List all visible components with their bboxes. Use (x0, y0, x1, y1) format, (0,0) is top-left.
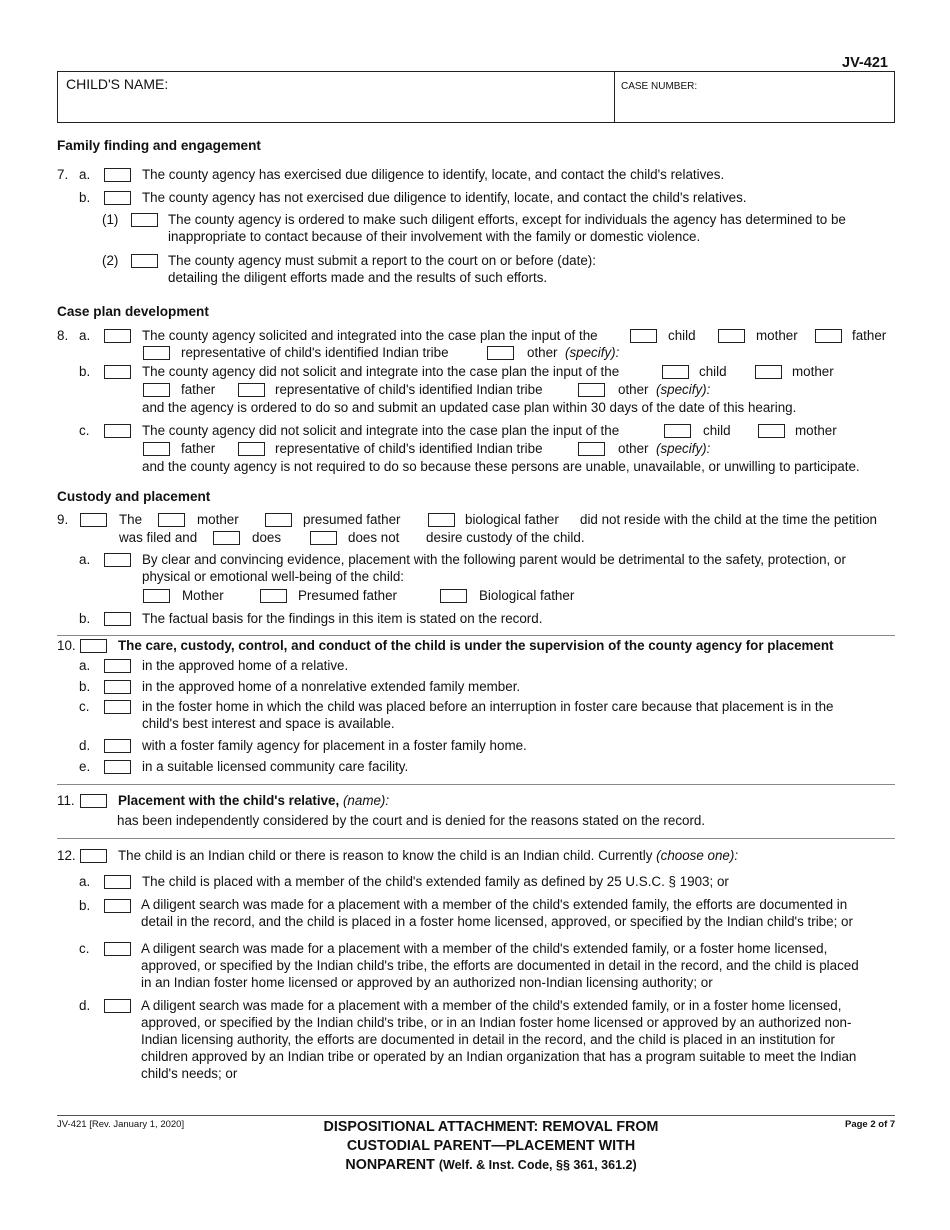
item-9-mother-checkbox[interactable] (158, 513, 185, 527)
item-12-checkbox[interactable] (80, 849, 107, 863)
item-9b-text: The factual basis for the findings in this item is stated on the record. (142, 611, 543, 626)
item-9-presumed-label: presumed father (303, 512, 401, 527)
item-9-tail1: did not reside with the child at the time the petition (580, 512, 878, 527)
family-finding-heading: Family finding and engagement (57, 138, 261, 153)
item-8c-tail: and the county agency is not required to do so because these persons are unable, unavailable, or unwilling to participate. (142, 459, 860, 474)
caption-divider (614, 71, 615, 123)
item-12d-line4: children approved by an Indian tribe or operated by an Indian organization that has a program suitable to meet the Indian (141, 1049, 857, 1064)
item-10c-line1: in the foster home in which the child was placed before an interruption in foster care because that placement is in the (142, 699, 834, 714)
item-10-number: 10. (57, 638, 76, 653)
item-10c-checkbox[interactable] (104, 700, 131, 714)
item-12c-line1: A diligent search was made for a placement with a member of the child's extended family, or a foster home licensed, (141, 941, 828, 956)
item-7b1-label: (1) (102, 212, 119, 227)
item-7-number: 7. (57, 167, 69, 182)
item-8b-other-checkbox[interactable] (578, 383, 605, 397)
item-12a-text: The child is placed with a member of the child's extended family as defined by 25 U.S.C. § 1903; or (142, 874, 729, 889)
item-12d-line3: Indian licensing authority, the efforts are documented in detail in the record, and the child is placed in an institution for (141, 1032, 836, 1047)
item-10e-label: e. (79, 759, 91, 774)
item-7b-label: b. (79, 190, 91, 205)
item-8c-rep-label: representative of child's identified Indian tribe (275, 441, 543, 456)
item-10a-checkbox[interactable] (104, 659, 131, 673)
item-11-number: 11. (57, 793, 75, 808)
item-8c-mother-checkbox[interactable] (758, 424, 785, 438)
item-7b1-line2: inappropriate to contact because of their involvement with the family or domestic violence. (168, 229, 701, 244)
item-10d-text: with a foster family agency for placement in a foster family home. (142, 738, 527, 753)
item-8c-child-checkbox[interactable] (664, 424, 691, 438)
item-7a-text: The county agency has exercised due diligence to identify, locate, and contact the child's relatives. (142, 167, 725, 182)
item-9-checkbox[interactable] (80, 513, 107, 527)
footer-title-line3a: NONPARENT (345, 1157, 435, 1173)
item-8a-father-label: father (852, 328, 887, 343)
case-number-label: CASE NUMBER: (621, 81, 698, 92)
item-12d-line1: A diligent search was made for a placement with a member of the child's extended family, or in a foster home licensed, (141, 998, 842, 1013)
item-9a-presumed-checkbox[interactable] (260, 589, 287, 603)
item-7b1-line1: The county agency is ordered to make such diligent efforts, except for individuals the agency has determined to be (168, 212, 846, 227)
item-8c-checkbox[interactable] (104, 424, 131, 438)
item-9-was-filed: was filed and (119, 530, 198, 545)
item-12-number: 12. (57, 848, 76, 863)
item-8c-mother-label: mother (795, 423, 837, 438)
item-7b-checkbox[interactable] (104, 191, 131, 205)
item-8a-child-label: child (668, 328, 696, 343)
item-8a-checkbox[interactable] (104, 329, 131, 343)
item-8b-other-label: other (618, 382, 649, 397)
item-8c-other-checkbox[interactable] (578, 442, 605, 456)
footer-title-line1: DISPOSITIONAL ATTACHMENT: REMOVAL FROM (323, 1119, 659, 1135)
item-12a-label: a. (79, 874, 91, 889)
item-8b-child-checkbox[interactable] (662, 365, 689, 379)
item-7b1-checkbox[interactable] (131, 213, 158, 227)
item-9b-label: b. (79, 611, 91, 626)
item-9-presumed-checkbox[interactable] (265, 513, 292, 527)
item-9a-label: a. (79, 552, 91, 567)
item-8a-text: The county agency solicited and integrated into the case plan the input of the (142, 328, 598, 343)
item-8b-father-label: father (181, 382, 216, 397)
item-8a-father-checkbox[interactable] (815, 329, 842, 343)
item-12-choose: (choose one): (656, 848, 739, 863)
item-9a-line1: By clear and convincing evidence, placement with the following parent would be detrimental to the safety, protection, or (142, 552, 846, 567)
item-12d-line2: approved, or specified by the Indian child's tribe, or in an Indian foster home licensed or approved by an authorized non- (141, 1015, 852, 1030)
item-9b-checkbox[interactable] (104, 612, 131, 626)
item-12c-checkbox[interactable] (104, 942, 131, 956)
item-9-mother-label: mother (197, 512, 239, 527)
item-8b-label: b. (79, 364, 91, 379)
item-12d-checkbox[interactable] (104, 999, 131, 1013)
case-plan-heading: Case plan development (57, 304, 209, 319)
item-11-text: has been independently considered by the court and is denied for the reasons stated on the record. (117, 813, 706, 828)
footer-rule (57, 1115, 895, 1116)
footer-title (275, 1118, 707, 1175)
item-10e-text: in a suitable licensed community care facility. (142, 759, 409, 774)
item-8c-rep-checkbox[interactable] (238, 442, 265, 456)
item-10d-label: d. (79, 738, 91, 753)
item-8b-rep-checkbox[interactable] (238, 383, 265, 397)
item-9-biological-label: biological father (465, 512, 559, 527)
item-8a-other-checkbox[interactable] (487, 346, 514, 360)
item-8a-rep-label: representative of child's identified Indian tribe (181, 345, 449, 360)
item-7a-checkbox[interactable] (104, 168, 131, 182)
item-9a-checkbox[interactable] (104, 553, 131, 567)
item-12a-checkbox[interactable] (104, 875, 131, 889)
item-12b-label: b. (79, 898, 91, 913)
item-8c-text: The county agency did not solicit and integrate into the case plan the input of the (142, 423, 620, 438)
item-12c-line3: in an Indian foster home licensed or approved by an authorized non-Indian licensing authority; or (141, 975, 713, 990)
item-8c-father-checkbox[interactable] (143, 442, 170, 456)
item-9a-mother-checkbox[interactable] (143, 589, 170, 603)
item-8b-mother-checkbox[interactable] (755, 365, 782, 379)
item-8b-mother-label: mother (792, 364, 834, 379)
item-12d-line5: child's needs; or (141, 1066, 238, 1081)
item-8b-checkbox[interactable] (104, 365, 131, 379)
item-12c-line2: approved, or specified by the Indian child's tribe, the efforts are documented in detail in the record, and the child is placed (141, 958, 859, 973)
divider-12 (57, 838, 895, 839)
childs-name-label: CHILD'S NAME: (66, 76, 169, 92)
item-10-heading: The care, custody, control, and conduct of the child is under the supervision of the county agency for placement (118, 638, 834, 653)
item-10e-checkbox[interactable] (104, 760, 131, 774)
item-10d-checkbox[interactable] (104, 739, 131, 753)
item-12b-line2: detail in the record, and the child is placed in a foster home licensed, approved, or specified by the Indian child's tribe; or (141, 914, 853, 929)
item-8b-child-label: child (699, 364, 727, 379)
item-10b-label: b. (79, 679, 91, 694)
item-11-checkbox[interactable] (80, 794, 107, 808)
item-9-the: The (119, 512, 143, 527)
item-7b2-label: (2) (102, 253, 119, 268)
item-8b-tail: and the agency is ordered to do so and submit an updated case plan within 30 days of the date of this hearing. (142, 400, 797, 415)
custody-heading: Custody and placement (57, 489, 211, 504)
item-12-text: The child is an Indian child or there is reason to know the child is an Indian child. Currently (118, 848, 653, 863)
item-8a-other-label: other (527, 345, 558, 360)
divider-11 (57, 784, 895, 785)
caption-box (57, 71, 895, 123)
item-8c-specify: (specify): (656, 441, 711, 456)
item-8b-father-checkbox[interactable] (143, 383, 170, 397)
item-9-does-not-label: does not (348, 530, 400, 545)
item-9-biological-checkbox[interactable] (428, 513, 455, 527)
item-9-does-checkbox[interactable] (213, 531, 240, 545)
item-7b2-checkbox[interactable] (131, 254, 158, 268)
item-7b2-line1: The county agency must submit a report to the court on or before (date): (168, 253, 596, 268)
item-8c-other-label: other (618, 441, 649, 456)
item-10c-label: c. (79, 699, 90, 714)
item-8b-rep-label: representative of child's identified Indian tribe (275, 382, 543, 397)
item-8c-father-label: father (181, 441, 216, 456)
item-8-number: 8. (57, 328, 69, 343)
item-12d-label: d. (79, 998, 91, 1013)
item-9a-biological-checkbox[interactable] (440, 589, 467, 603)
item-8c-label: c. (79, 423, 90, 438)
item-10b-checkbox[interactable] (104, 680, 131, 694)
item-9-does-not-checkbox[interactable] (310, 531, 337, 545)
item-9-number: 9. (57, 512, 69, 527)
item-10c-line2: child's best interest and space is available. (142, 716, 395, 731)
item-7a-label: a. (79, 167, 91, 182)
item-10-checkbox[interactable] (80, 639, 107, 653)
item-9-tail2: desire custody of the child. (426, 530, 585, 545)
item-8a-mother-checkbox[interactable] (718, 329, 745, 343)
item-9a-mother-label: Mother (182, 588, 224, 603)
item-9-does-label: does (252, 530, 282, 545)
item-7b2-line2: detailing the diligent efforts made and the results of such efforts. (168, 270, 548, 285)
item-8a-rep-checkbox[interactable] (143, 346, 170, 360)
form-id: JV-421 (842, 55, 888, 71)
item-10b-text: in the approved home of a nonrelative extended family member. (142, 679, 521, 694)
item-11-heading: Placement with the child's relative, (118, 793, 340, 808)
item-9a-biological-label: Biological father (479, 588, 575, 603)
item-8a-mother-label: mother (756, 328, 798, 343)
item-8b-specify: (specify): (656, 382, 711, 397)
item-8a-label: a. (79, 328, 91, 343)
footer-title-line2: CUSTODIAL PARENT—PLACEMENT WITH (346, 1138, 636, 1154)
item-8c-child-label: child (703, 423, 731, 438)
item-12b-checkbox[interactable] (104, 899, 131, 913)
item-9a-presumed-label: Presumed father (298, 588, 397, 603)
item-8b-text: The county agency did not solicit and integrate into the case plan the input of the (142, 364, 620, 379)
item-11-name-label: (name): (342, 793, 390, 808)
footer-title-line3b: (Welf. & Inst. Code, §§ 361, 361.2) (438, 1158, 637, 1172)
item-12c-label: c. (79, 941, 90, 956)
item-10a-text: in the approved home of a relative. (142, 658, 349, 673)
item-8a-specify: (specify): (565, 345, 620, 360)
item-7b-text: The county agency has not exercised due diligence to identify, locate, and contact the child's relatives. (142, 190, 747, 205)
item-12b-line1: A diligent search was made for a placement with a member of the child's extended family, the efforts are documented in (141, 897, 848, 912)
item-10a-label: a. (79, 658, 91, 673)
divider-10 (57, 635, 895, 636)
item-9a-line2: physical or emotional well-being of the child: (142, 569, 405, 584)
item-8a-child-checkbox[interactable] (630, 329, 657, 343)
footer-revision: JV-421 [Rev. January 1, 2020] (57, 1119, 185, 1130)
page-number: Page 2 of 7 (845, 1119, 896, 1130)
